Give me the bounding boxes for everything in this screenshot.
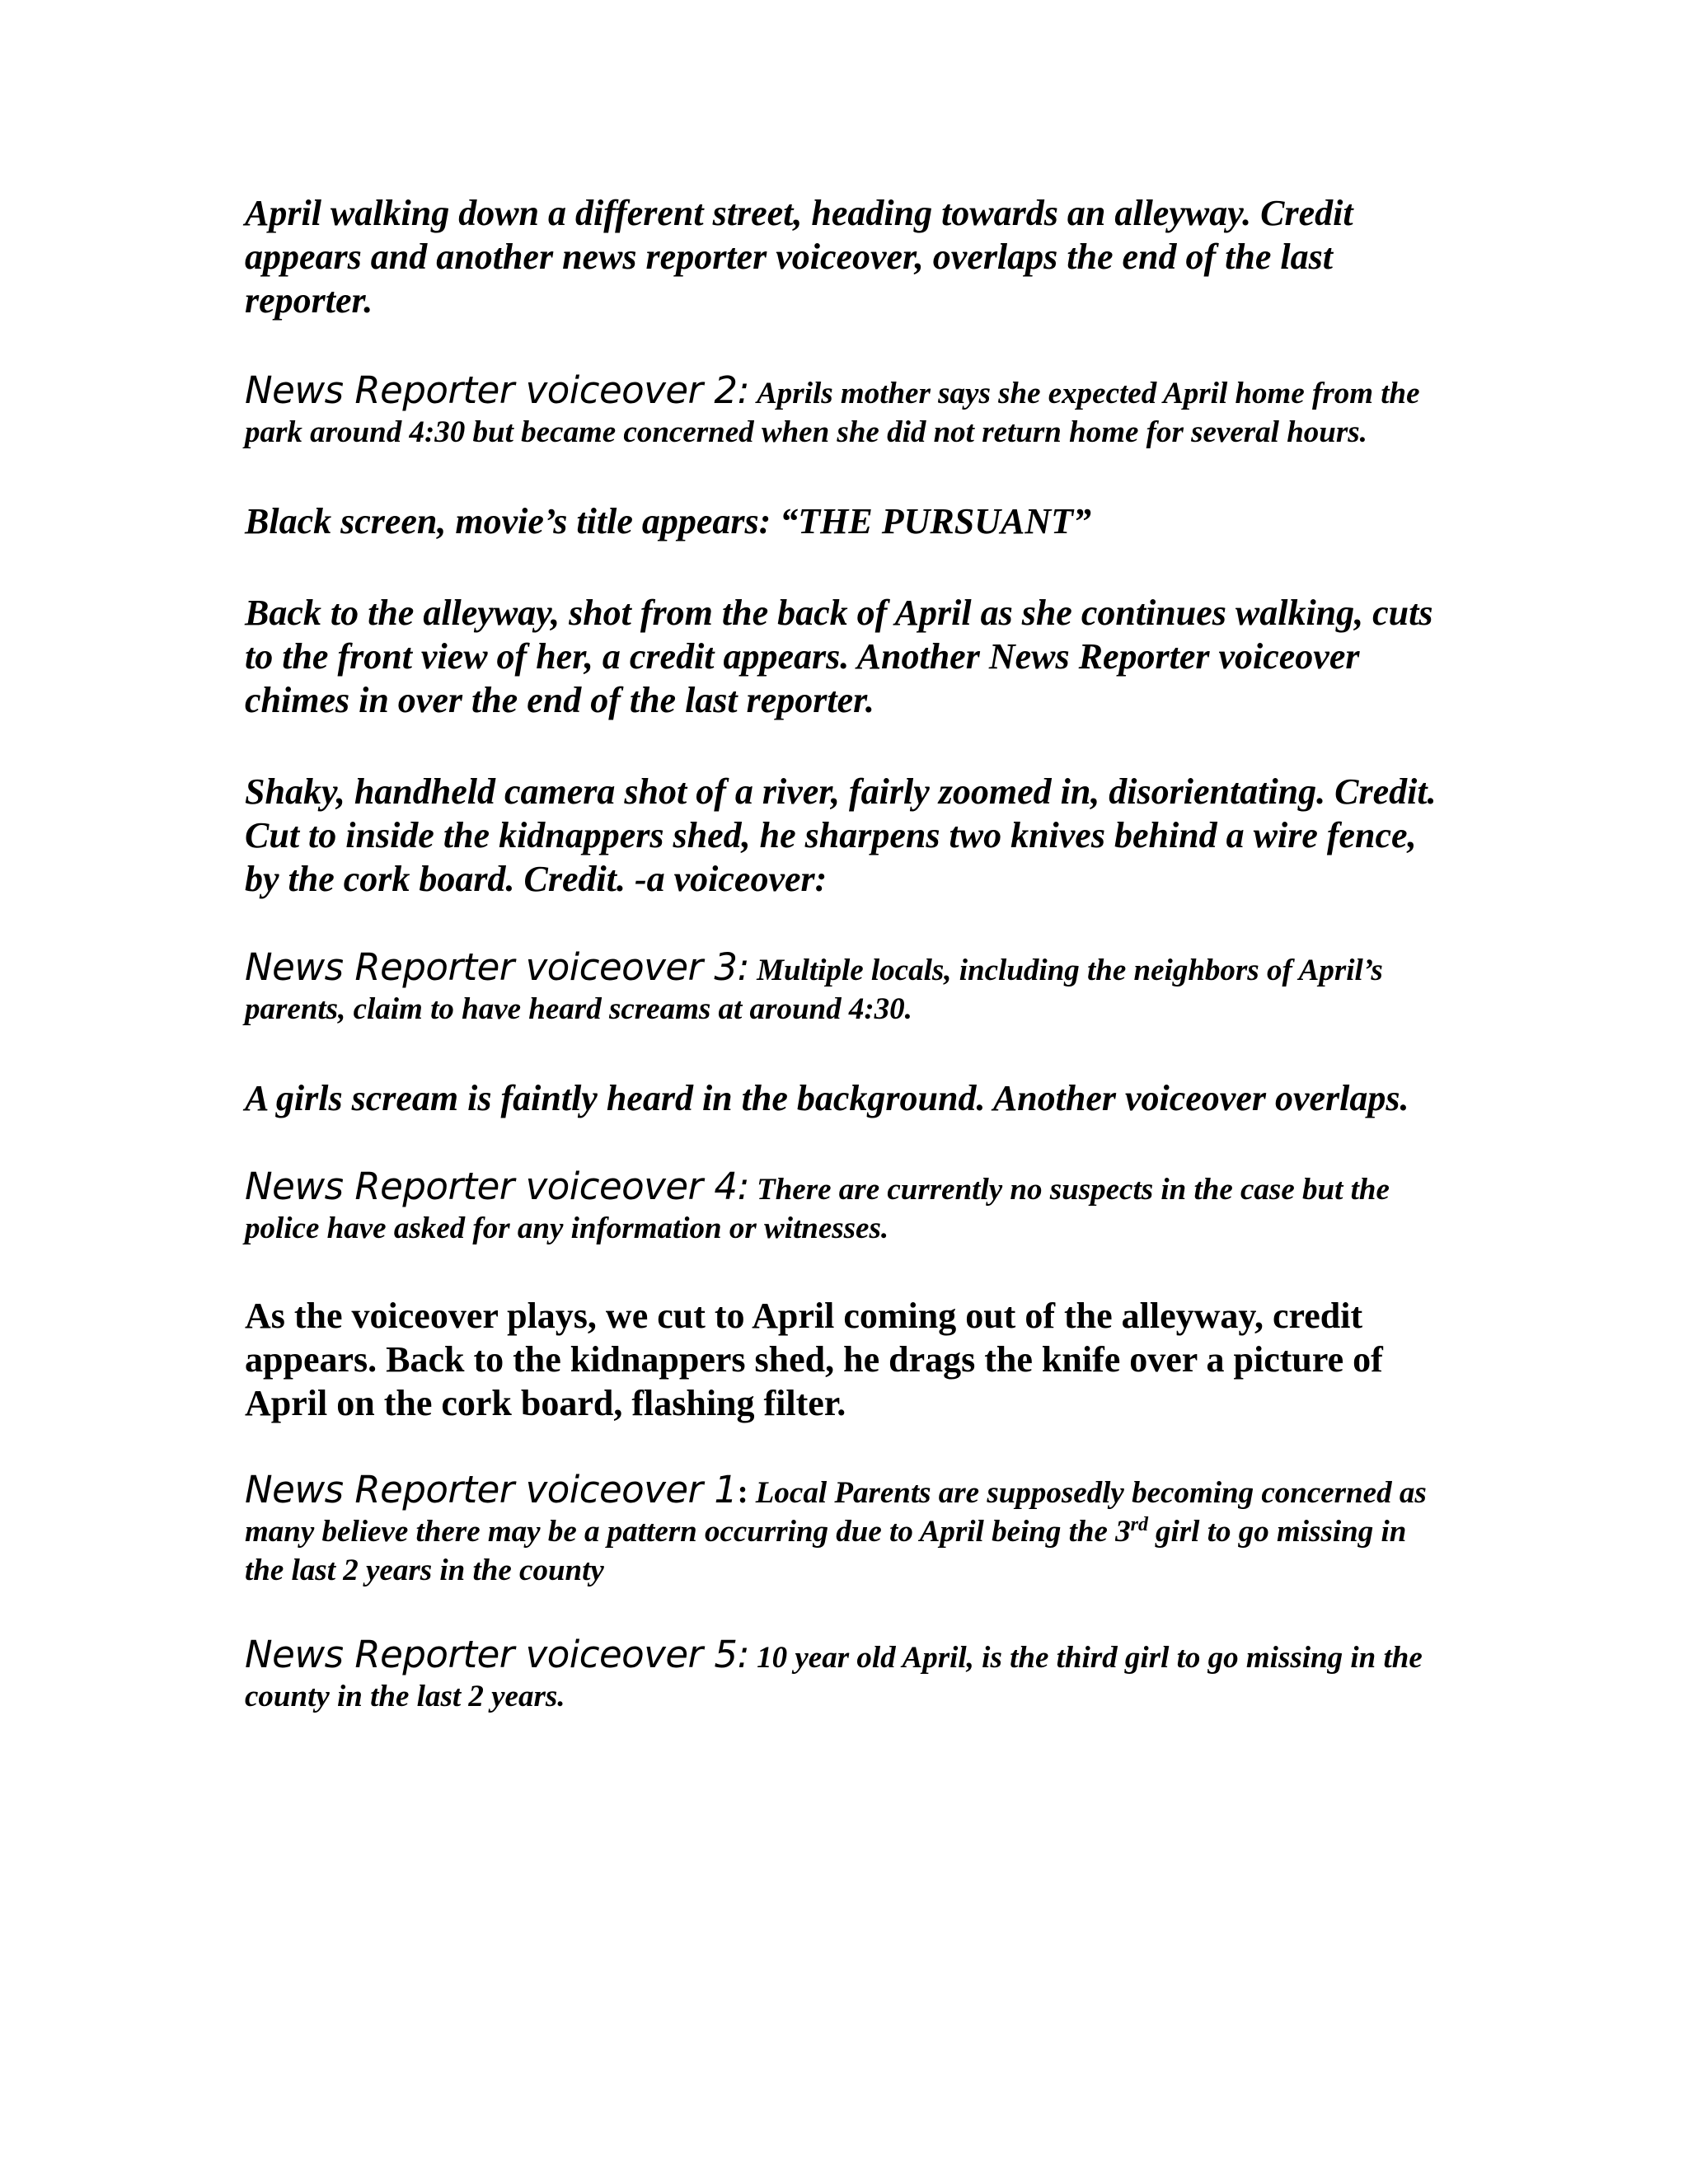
voiceover-2 [245,368,1440,452]
scene-paragraph-alleyway: Back to the alleyway, shot from the back of April as she continues walking, cuts to the front view of her, a credit appears. Another News Reporter voiceover chimes in over the end of the last reporter. [245,593,1433,720]
voiceover-5 [245,1633,1440,1716]
voiceover-5-label: News Reporter voiceover 5: [245,1633,750,1676]
voiceover-1-ordinal-suffix: rd [1130,1514,1148,1535]
scene-paragraph-april-walking: April walking down a different street, heading towards an alleyway. Credit appears and another news reporter voiceover, overlaps the end of the last reporter. [245,193,1353,321]
voiceover-1-text-a: Local Parents are supposedly becoming concerned as many believe there may be a pattern occurring due to April being the 3 [245,1476,1427,1549]
voiceover-4 [245,1165,1440,1248]
voiceover-4-label: News Reporter voiceover 4: [245,1165,750,1208]
voiceover-2-text: Aprils mother says she expected April home from the park around 4:30 but became concerned when she did not return home for several hours. [245,377,1420,449]
scene-paragraph-title-card: Black screen, movie’s title appears: “THE PURSUANT” [245,501,1091,541]
voiceover-1-text-b: girl to go missing in the last 2 years in the county [245,1515,1407,1587]
voiceover-1-colon: : [737,1473,748,1510]
voiceover-4-text: There are currently no suspects in the case but the police have asked for any information or witnesses. [245,1173,1390,1245]
scene-paragraph-river-shed: Shaky, handheld camera shot of a river, fairly zoomed in, disorientating. Credit. Cut to inside the kidnappers shed, he sharpens two knives behind a wire fence, by the cork board. Credit. -a voiceover: [245,771,1437,899]
scene-paragraph-scream: A girls scream is faintly heard in the background. Another voiceover overlaps. [245,1078,1409,1118]
voiceover-3-text: Multiple locals, including the neighbors of April’s parents, claim to have heard screams at around 4:30. [245,954,1383,1026]
voiceover-2-label: News Reporter voiceover 2: [245,368,750,412]
voiceover-3-label: News Reporter voiceover 3: [245,945,750,989]
scene-paragraph-cork-board: As the voiceover plays, we cut to April coming out of the alleyway, credit appears. Back to the kidnappers shed, he drags the knife over a picture of April on the cork board, flashing filter. [245,1296,1383,1423]
voiceover-3 [245,945,1440,1029]
voiceover-5-text: 10 year old April, is the third girl to go missing in the county in the last 2 years. [245,1641,1423,1713]
voiceover-1-label: News Reporter voiceover 1 [245,1468,738,1511]
script-page [245,191,1440,1716]
voiceover-1 [245,1468,1440,1590]
